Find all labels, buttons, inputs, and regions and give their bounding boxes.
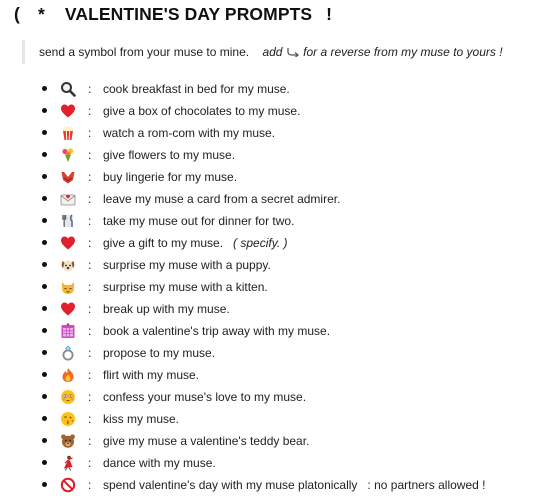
bullet	[42, 130, 47, 135]
separator: :	[88, 478, 92, 492]
prompt-text: leave my muse a card from a secret admirer.	[103, 192, 341, 206]
bullet	[42, 108, 47, 113]
prompt-item	[0, 320, 540, 342]
prompt-text: confess your muse's love to my muse.	[103, 390, 307, 404]
separator: :	[88, 302, 92, 316]
prompt-text: give a gift to my muse. ( specify. )	[103, 236, 288, 250]
prompt-item	[0, 188, 540, 210]
prompt-item	[0, 100, 540, 122]
separator: :	[88, 148, 92, 162]
teddy-bear-icon	[60, 433, 76, 449]
dancer-icon	[60, 455, 76, 471]
bullet	[42, 240, 47, 245]
prompt-item	[0, 254, 540, 276]
bullet	[42, 86, 47, 91]
curved-arrow-icon	[286, 41, 300, 51]
flushed-face-icon	[60, 389, 76, 405]
prompt-text: propose to my muse.	[103, 346, 216, 360]
separator: :	[88, 280, 92, 294]
prompt-item	[0, 342, 540, 364]
separator: :	[88, 236, 92, 250]
separator: :	[88, 390, 92, 404]
title-open-paren: (	[14, 4, 20, 24]
prohibited-icon	[60, 477, 76, 493]
separator: :	[88, 126, 92, 140]
prompt-text: break up with my muse.	[103, 302, 230, 316]
title-star: *	[37, 4, 45, 24]
prompt-text: give a box of chocolates to my muse.	[103, 104, 301, 118]
prompt-item	[0, 232, 540, 254]
prompt-list	[0, 78, 540, 496]
prompt-text: spend valentine's day with my muse platonically : no partners allowed !	[103, 478, 486, 492]
separator: :	[88, 82, 92, 96]
prompt-item	[0, 364, 540, 386]
bullet	[42, 218, 47, 223]
separator: :	[88, 368, 92, 382]
separator: :	[88, 434, 92, 448]
prompt-item	[0, 276, 540, 298]
prompt-item	[0, 210, 540, 232]
bullet	[42, 482, 47, 487]
bouquet-icon	[60, 147, 76, 163]
intro-blockquote	[22, 40, 522, 64]
prompt-text: surprise my muse with a puppy.	[103, 258, 271, 272]
prompt-item	[0, 78, 540, 100]
separator: :	[88, 412, 92, 426]
prompt-item	[0, 452, 540, 474]
intro-add-word: add	[262, 45, 283, 59]
prompt-text: surprise my muse with a kitten.	[103, 280, 268, 294]
prompt-text: give my muse a valentine's teddy bear.	[103, 434, 310, 448]
prompt-item	[0, 408, 540, 430]
kissing-face-icon	[60, 411, 76, 427]
bullet	[42, 174, 47, 179]
separator: :	[88, 324, 92, 338]
magnifying-glass-icon	[60, 81, 76, 97]
prompt-text: kiss my muse.	[103, 412, 180, 426]
bullet	[42, 262, 47, 267]
title-text: VALENTINE'S DAY PROMPTS	[64, 4, 313, 24]
prompt-text: take my muse out for dinner for two.	[103, 214, 295, 228]
fire-icon	[60, 367, 76, 383]
bullet	[42, 372, 47, 377]
intro-reverse-text: for a reverse from my muse to yours !	[303, 45, 503, 59]
prompt-note: : no partners allowed !	[367, 478, 486, 492]
separator: :	[88, 456, 92, 470]
bullet	[42, 328, 47, 333]
separator: :	[88, 214, 92, 228]
separator: :	[88, 192, 92, 206]
bullet	[42, 416, 47, 421]
separator: :	[88, 258, 92, 272]
bullet	[42, 152, 47, 157]
prompt-item	[0, 430, 540, 452]
calendar-icon	[60, 323, 76, 339]
prompt-text: flirt with my muse.	[103, 368, 200, 382]
fork-and-knife-icon	[60, 213, 76, 229]
separator: :	[88, 346, 92, 360]
prompt-item	[0, 122, 540, 144]
puppy-icon	[60, 257, 76, 273]
prompt-text: give flowers to my muse.	[103, 148, 236, 162]
separator: :	[88, 170, 92, 184]
bullet	[42, 196, 47, 201]
title-exclamation: !	[326, 4, 333, 24]
prompt-text: watch a rom-com with my muse.	[103, 126, 276, 140]
prompt-item	[0, 166, 540, 188]
prompt-text: book a valentine's trip away with my muse.	[103, 324, 331, 338]
prompt-item	[0, 144, 540, 166]
heart-icon	[60, 103, 76, 119]
intro-text: send a symbol from your muse to mine.	[39, 45, 250, 59]
ring-icon	[60, 345, 76, 361]
page-title	[14, 4, 332, 25]
kitten-icon	[60, 279, 76, 295]
prompt-text: dance with my muse.	[103, 456, 216, 470]
heart-icon	[60, 235, 76, 251]
love-letter-icon	[60, 191, 76, 207]
bullet	[42, 350, 47, 355]
lingerie-icon	[60, 169, 76, 185]
prompt-note: ( specify. )	[233, 236, 288, 250]
prompt-item	[0, 386, 540, 408]
popcorn-icon	[60, 125, 76, 141]
prompt-item	[0, 298, 540, 320]
bullet	[42, 284, 47, 289]
bullet	[42, 460, 47, 465]
bullet	[42, 306, 47, 311]
bullet	[42, 394, 47, 399]
prompt-item	[0, 474, 540, 496]
separator: :	[88, 104, 92, 118]
prompt-text: cook breakfast in bed for my muse.	[103, 82, 290, 96]
heart-icon	[60, 301, 76, 317]
bullet	[42, 438, 47, 443]
prompt-text: buy lingerie for my muse.	[103, 170, 238, 184]
